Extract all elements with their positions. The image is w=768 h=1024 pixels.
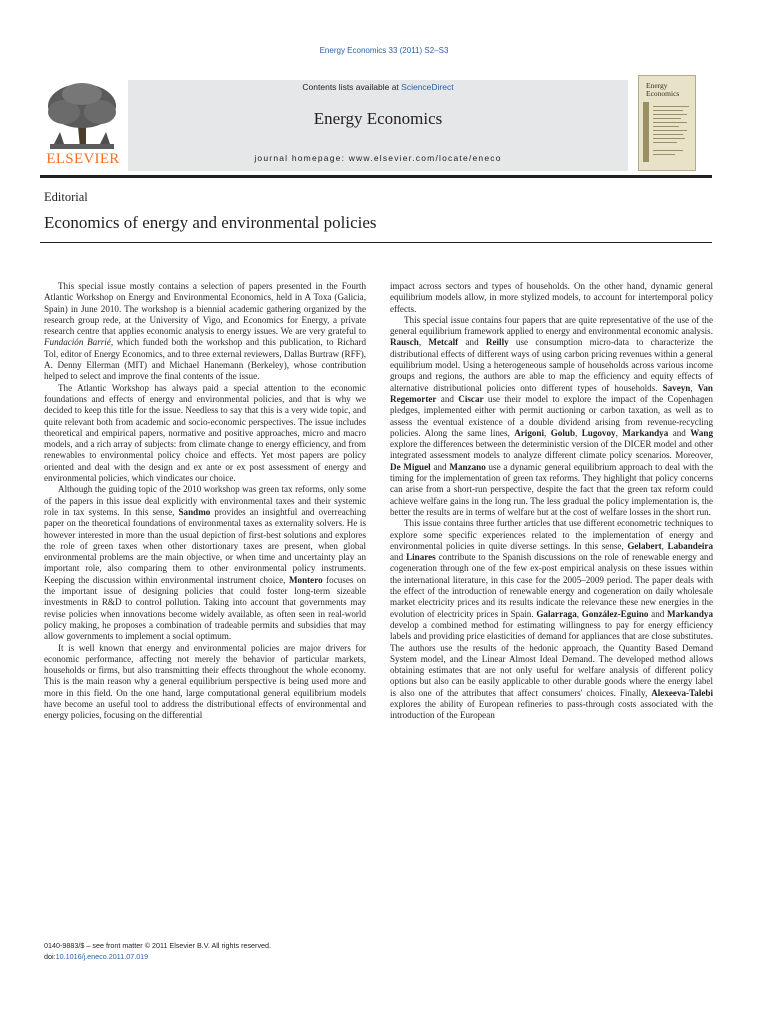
doi-prefix: doi: — [44, 952, 56, 961]
paragraph-continued: impact across sectors and types of households. On the other hand, dynamic general equilibrium models allow, in more stylized models, to account for intertemporal policy effects. — [390, 281, 713, 314]
contents-prefix: Contents lists available at — [302, 82, 402, 92]
paragraph: The Atlantic Workshop has always paid a special attention to the economic foundations and effects of energy and environmental policies, and that is why we decided to keep this title for the issue. Needless to say that this is a very wide topic, and quite relevant both from academic and socio-economic perspectives. The issue includes theoretical and empirical papers, normative and positive approaches, micro and macro models, and a rich array of subjects: from climate change to energy efficiency, and from renewables to environmental policy choice and effects. Yet most papers are policy oriented and deal with the design and ex ante or ex post assessment of energy and environmental policies, which vindicates our choice. — [44, 382, 366, 484]
section-label: Editorial — [44, 190, 88, 204]
paragraph: Although the guiding topic of the 2010 workshop was green tax reforms, only some of the papers in this issue deal explicitly with environmental taxes and their systemic role in tax systems. In this sense, Sandmo provides an insightful and overreaching paper on the theoretical foundations of environmental taxes as externality solvers. He is however interested in more than the usual depiction of first-best solutions and explores the role of green taxes when other distortionary taxes are present, when global environmental problems are the main objective, or when time and uncertainty play an important role, also comparing them to other environmental policy instruments. Keeping the discussion within environmental instrument choice, Montero focuses on the important issue of designing policies that could foster long-term sizeable investments in R&D to control pollution. Taking into account that governments may revise policies when innovations become widely available, as often seen in real-world policy making, he proposes a combination of tradeable permits and subsidies that may allow governments to implement a social optimum. — [44, 484, 367, 642]
journal-citation[interactable]: Energy Economics 33 (2011) S2–S3 — [319, 46, 449, 55]
page-footer — [44, 940, 271, 962]
paragraph: This issue contains three further articles that use different econometric techniques to explore some specific experiences related to the implementation of energy and environmental policies in quite diverse settings. In this sense, Gelabert, Labandeira and Linares contribute to the Spanish discussions on the role of renewable energy and cogeneration through one of the few ex-post empirical analysis on these issues within the international literature, in this case for the 2005–2009 period. The paper deals with the effect of the introduction of renewable energy and cogeneration on daily wholesale market electricity prices and its results indicate the relevance these new energies in the evolution of electricity prices in Spain. Galarraga, González-Eguino and Markandya develop a combined method for estimating willingness to pay for energy efficiency labels and providing price elasticities of demand for appliances that are close substitutes. The authors use the results of the hedonic approach, the Quantity Based Demand System model, and the Linear Almost Ideal Demand. The developed method allows obtaining estimates that are not only useful for welfare analysis of different policy options but also can be easily applicable to other durable goods where the energy label is also one of the attributes that affect consumers' choices. Finally, Alexeeva-Talebi explores the ability of European refineries to pass-through costs associated with the introduction of the European — [390, 518, 714, 721]
contents-line — [128, 82, 628, 92]
paragraph: It is well known that energy and environmental policies are major drivers for economic performance, affecting not merely the behavior of particular markets, households or firms, but also transmitting their effects throughout the whole economy. This is the main reason why a general equilibrium perspective is being used more and more in this field. On the one hand, large computational general equilibrium models have become an useful tool to address the distributional effects of environmental and energy policies, focusing on the differential — [44, 642, 366, 721]
cover-title: Energy Economics — [646, 81, 680, 98]
title-divider — [40, 242, 712, 243]
copyright-line: 0140-9883/$ – see front matter © 2011 Elsevier B.V. All rights reserved. — [44, 941, 272, 950]
paragraph: This special issue contains four papers that are quite representative of the use of the general equilibrium framework applied to energy and environmental economic analysis. Rausch, Metcalf and Reilly use consumption micro-data to characterize the distributional effects of different ways of using carbon pricing revenues within a general equilibrium model. Using a heterogeneous sample of households across various income groups and regions, the authors are able to map the efficiency and equity effects of alternative distributional policies onto different types of households. Saveyn, Van Regemorter and Ciscar use their model to explore the impact of the Copenhagen pledges, implemented either with permit auctioning or carbon taxation, as well as to assess the eventual existence of a double dividend arising from revenue-recycling policies. Along the same lines, Arigoni, Golub, Lugovoy, Markandya and Wang explore the differences between the deterministic version of the DICER model and other integrated assessment models to analyze different climate policy scenarios. Moreover, De Miguel and Manzano use a dynamic general equilibrium approach to deal with the timing for the implementation of green tax reforms. They highlight that policy concerns can arise from a short-run perspective, despite the fact that the green tax reform could achieve welfare gains in the long run. The less gradual the policy implementation is, the better the results are in terms of welfare but at the cost of welfare losses in the short run. — [390, 314, 714, 517]
journal-homepage[interactable]: journal homepage: www.elsevier.com/locate/eneco — [254, 153, 502, 163]
article-title: Economics of energy and environmental policies — [44, 213, 377, 232]
header-divider — [40, 175, 712, 178]
paragraph: This special issue mostly contains a selection of papers presented in the Fourth Atlantic Workshop on Energy and Environmental Economics, held in A Toxa (Galicia, Spain) in June 2010. The workshop is a biennial academic gathering organized by the research group rede, at the University of Vigo, and Economics for Energy, a private research centre that applies economic analysis to energy issues. We are very grateful to Fundación Barrié, which funded both the workshop and this publication, to Richard Tol, editor of Energy Economics, and to three external reviewers, Dallas Burtraw (RFF), A. Denny Ellerman (MIT) and Michael Hanemann (Berkeley), whose contribution helped to select and improve the final contents of the issue. — [44, 281, 366, 382]
doi-line — [44, 951, 271, 962]
body-column-left — [44, 281, 366, 722]
journal-title: Energy Economics — [313, 109, 443, 128]
sciencedirect-link[interactable]: ScienceDirect — [401, 82, 454, 92]
body-column-right — [390, 281, 713, 722]
doi-link[interactable]: 10.1016/j.eneco.2011.07.019 — [55, 952, 149, 961]
publisher-logo-text: ELSEVIER — [46, 151, 120, 167]
